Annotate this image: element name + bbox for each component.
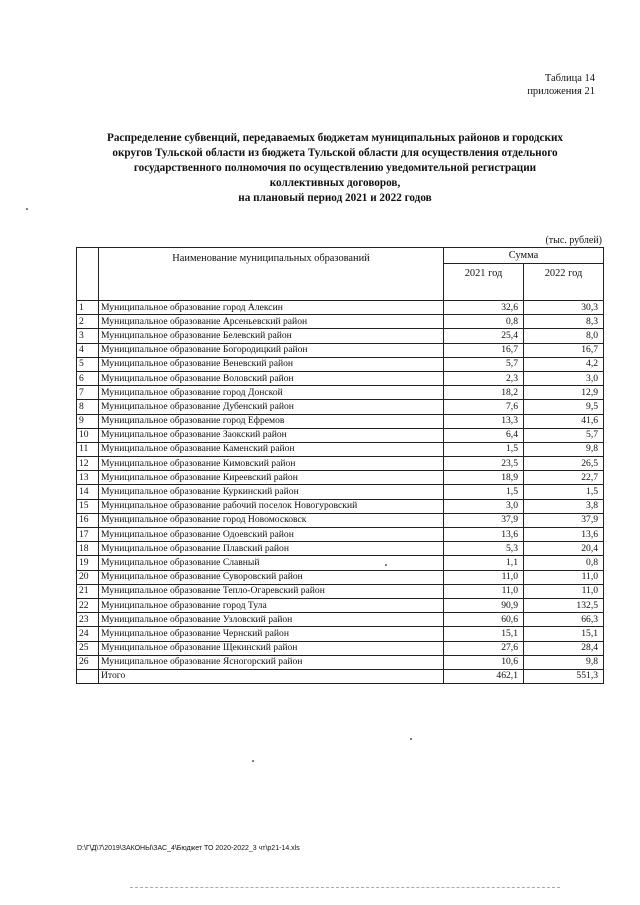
row-value-2022: 4,2 xyxy=(524,357,604,371)
table-row xyxy=(77,513,604,527)
row-value-2021: 1,1 xyxy=(444,556,524,570)
row-municipality-name: Муниципальное образование Заокский район xyxy=(99,428,444,442)
row-value-2021: 60,6 xyxy=(444,613,524,627)
row-number: 1 xyxy=(77,301,99,315)
row-value-2021: 23,5 xyxy=(444,457,524,471)
row-number: 3 xyxy=(77,329,99,343)
row-value-2021: 15,1 xyxy=(444,627,524,641)
row-value-2022: 9,8 xyxy=(524,442,604,456)
scan-speck xyxy=(26,208,28,210)
row-value-2021: 6,4 xyxy=(444,428,524,442)
table-row xyxy=(77,301,604,315)
row-number: 17 xyxy=(77,528,99,542)
row-municipality-name: Муниципальное образование Веневский район xyxy=(99,357,444,371)
table-body xyxy=(77,301,604,684)
table-row xyxy=(77,528,604,542)
row-value-2021: 27,6 xyxy=(444,641,524,655)
row-number: 7 xyxy=(77,386,99,400)
row-value-2022: 9,8 xyxy=(524,655,604,669)
table-row xyxy=(77,627,604,641)
row-number: 18 xyxy=(77,542,99,556)
table-row xyxy=(77,485,604,499)
row-number: 22 xyxy=(77,598,99,612)
row-municipality-name: Муниципальное образование Чернский район xyxy=(99,627,444,641)
row-value-2021: 462,1 xyxy=(444,669,524,683)
table-row xyxy=(77,471,604,485)
title-line-5: на плановый период 2021 и 2022 годов xyxy=(238,192,432,204)
row-value-2022: 3,0 xyxy=(524,371,604,385)
title-line-4: коллективных договоров, xyxy=(269,177,401,189)
row-municipality-name: Муниципальное образование Воловский район xyxy=(99,371,444,385)
row-value-2022: 41,6 xyxy=(524,414,604,428)
row-number: 13 xyxy=(77,471,99,485)
row-municipality-name: Муниципальное образование Плавский район xyxy=(99,542,444,556)
row-municipality-name: Муниципальное образование Ясногорский район xyxy=(99,655,444,669)
header-index xyxy=(77,248,99,301)
row-value-2022: 1,5 xyxy=(524,485,604,499)
row-number: 20 xyxy=(77,570,99,584)
appendix-label: приложения 21 xyxy=(527,86,595,97)
row-number: 25 xyxy=(77,641,99,655)
row-number: 2 xyxy=(77,315,99,329)
row-municipality-name: Муниципальное образование Киреевский район xyxy=(99,471,444,485)
table-number-label: Таблица 14 xyxy=(544,73,595,84)
row-number: 5 xyxy=(77,357,99,371)
table-row xyxy=(77,542,604,556)
header-year-2021: 2021 год xyxy=(444,263,524,300)
units-label: (тыс. рублей) xyxy=(545,235,602,246)
header-municipality-name: Наименование муниципальных образований xyxy=(99,248,444,301)
row-number: 8 xyxy=(77,400,99,414)
table-total-row xyxy=(77,669,604,683)
title-line-2: округов Тульской области из бюджета Тульской области для осуществления отдельного xyxy=(112,147,558,159)
row-municipality-name: Муниципальное образование Суворовский район xyxy=(99,570,444,584)
row-municipality-name: Муниципальное образование рабочий поселок Новогуровский xyxy=(99,499,444,513)
row-municipality-name: Муниципальное образование Каменский район xyxy=(99,442,444,456)
row-number: 12 xyxy=(77,457,99,471)
row-value-2021: 1,5 xyxy=(444,442,524,456)
table-row xyxy=(77,371,604,385)
row-value-2022: 66,3 xyxy=(524,613,604,627)
row-value-2021: 1,5 xyxy=(444,485,524,499)
row-value-2022: 11,0 xyxy=(524,570,604,584)
row-value-2022: 16,7 xyxy=(524,343,604,357)
row-number xyxy=(77,669,99,683)
row-value-2021: 5,7 xyxy=(444,357,524,371)
table-row xyxy=(77,570,604,584)
table-row xyxy=(77,641,604,655)
row-value-2022: 0,8 xyxy=(524,556,604,570)
table-row xyxy=(77,598,604,612)
row-value-2022: 20,4 xyxy=(524,542,604,556)
row-municipality-name: Муниципальное образование Дубенский район xyxy=(99,400,444,414)
subventions-table xyxy=(76,247,604,684)
row-municipality-name: Муниципальное образование Одоевский район xyxy=(99,528,444,542)
table-row xyxy=(77,343,604,357)
row-value-2021: 18,9 xyxy=(444,471,524,485)
row-value-2021: 16,7 xyxy=(444,343,524,357)
row-number: 23 xyxy=(77,613,99,627)
row-number: 16 xyxy=(77,513,99,527)
table-row xyxy=(77,457,604,471)
row-value-2021: 13,3 xyxy=(444,414,524,428)
row-value-2022: 132,5 xyxy=(524,598,604,612)
row-municipality-name: Муниципальное образование Щекинский район xyxy=(99,641,444,655)
row-municipality-name: Итого xyxy=(99,669,444,683)
row-value-2021: 2,3 xyxy=(444,371,524,385)
row-municipality-name: Муниципальное образование город Новомосковск xyxy=(99,513,444,527)
row-number: 26 xyxy=(77,655,99,669)
row-value-2022: 3,8 xyxy=(524,499,604,513)
table-row xyxy=(77,414,604,428)
row-number: 4 xyxy=(77,343,99,357)
row-value-2022: 551,3 xyxy=(524,669,604,683)
row-value-2021: 37,9 xyxy=(444,513,524,527)
row-value-2022: 30,3 xyxy=(524,301,604,315)
header-year-2022: 2022 год xyxy=(524,263,604,300)
row-value-2022: 9,5 xyxy=(524,400,604,414)
scan-speck xyxy=(252,760,254,762)
row-value-2022: 5,7 xyxy=(524,428,604,442)
row-value-2021: 5,3 xyxy=(444,542,524,556)
row-value-2021: 90,9 xyxy=(444,598,524,612)
row-value-2022: 8,3 xyxy=(524,315,604,329)
row-number: 11 xyxy=(77,442,99,456)
row-municipality-name: Муниципальное образование город Тула xyxy=(99,598,444,612)
row-value-2022: 12,9 xyxy=(524,386,604,400)
table-row xyxy=(77,556,604,570)
row-municipality-name: Муниципальное образование Арсеньевский район xyxy=(99,315,444,329)
row-municipality-name: Муниципальное образование город Донской xyxy=(99,386,444,400)
row-number: 10 xyxy=(77,428,99,442)
document-title xyxy=(70,131,600,206)
row-value-2022: 11,0 xyxy=(524,584,604,598)
row-municipality-name: Муниципальное образование Кимовский район xyxy=(99,457,444,471)
row-value-2021: 13,6 xyxy=(444,528,524,542)
title-line-3: государственного полномочия по осуществлению уведомительной регистрации xyxy=(133,162,537,174)
title-line-1: Распределение субвенций, передаваемых бюджетам муниципальных районов и городских xyxy=(106,132,564,144)
table-row xyxy=(77,315,604,329)
row-municipality-name: Муниципальное образование Славный xyxy=(99,556,444,570)
row-value-2021: 7,6 xyxy=(444,400,524,414)
table-row xyxy=(77,499,604,513)
row-value-2022: 15,1 xyxy=(524,627,604,641)
row-municipality-name: Муниципальное образование Куркинский район xyxy=(99,485,444,499)
table-row xyxy=(77,329,604,343)
row-value-2021: 18,2 xyxy=(444,386,524,400)
row-value-2022: 13,6 xyxy=(524,528,604,542)
scan-speck xyxy=(410,738,412,740)
row-number: 15 xyxy=(77,499,99,513)
row-value-2021: 0,8 xyxy=(444,315,524,329)
file-path-footer: D:\Г\Д\7\2019\ЗАКОНЫ\ЗАС_4\Бюджет ТО 2020-2022_3 чт\р21-14.xls xyxy=(77,845,300,852)
table-row xyxy=(77,357,604,371)
table-row xyxy=(77,442,604,456)
row-value-2021: 3,0 xyxy=(444,499,524,513)
row-value-2021: 10,6 xyxy=(444,655,524,669)
row-value-2021: 32,6 xyxy=(444,301,524,315)
header-sum: Сумма xyxy=(444,248,604,264)
row-value-2021: 11,0 xyxy=(444,570,524,584)
row-number: 9 xyxy=(77,414,99,428)
row-value-2022: 22,7 xyxy=(524,471,604,485)
row-value-2022: 8,0 xyxy=(524,329,604,343)
row-number: 6 xyxy=(77,371,99,385)
row-municipality-name: Муниципальное образование Белевский район xyxy=(99,329,444,343)
table-row xyxy=(77,613,604,627)
row-municipality-name: Муниципальное образование город Ефремов xyxy=(99,414,444,428)
row-municipality-name: Муниципальное образование Тепло-Огаревский район xyxy=(99,584,444,598)
row-value-2021: 25,4 xyxy=(444,329,524,343)
row-municipality-name: Муниципальное образование город Алексин xyxy=(99,301,444,315)
row-number: 24 xyxy=(77,627,99,641)
table-row xyxy=(77,584,604,598)
row-number: 19 xyxy=(77,556,99,570)
table-reference xyxy=(527,72,595,98)
row-municipality-name: Муниципальное образование Узловский район xyxy=(99,613,444,627)
table-row xyxy=(77,386,604,400)
row-number: 14 xyxy=(77,485,99,499)
table-row xyxy=(77,428,604,442)
row-value-2021: 11,0 xyxy=(444,584,524,598)
row-value-2022: 26,5 xyxy=(524,457,604,471)
table-row xyxy=(77,400,604,414)
page-bottom-edge xyxy=(130,887,560,888)
row-number: 21 xyxy=(77,584,99,598)
row-value-2022: 37,9 xyxy=(524,513,604,527)
table-row xyxy=(77,655,604,669)
row-value-2022: 28,4 xyxy=(524,641,604,655)
row-municipality-name: Муниципальное образование Богородицкий район xyxy=(99,343,444,357)
